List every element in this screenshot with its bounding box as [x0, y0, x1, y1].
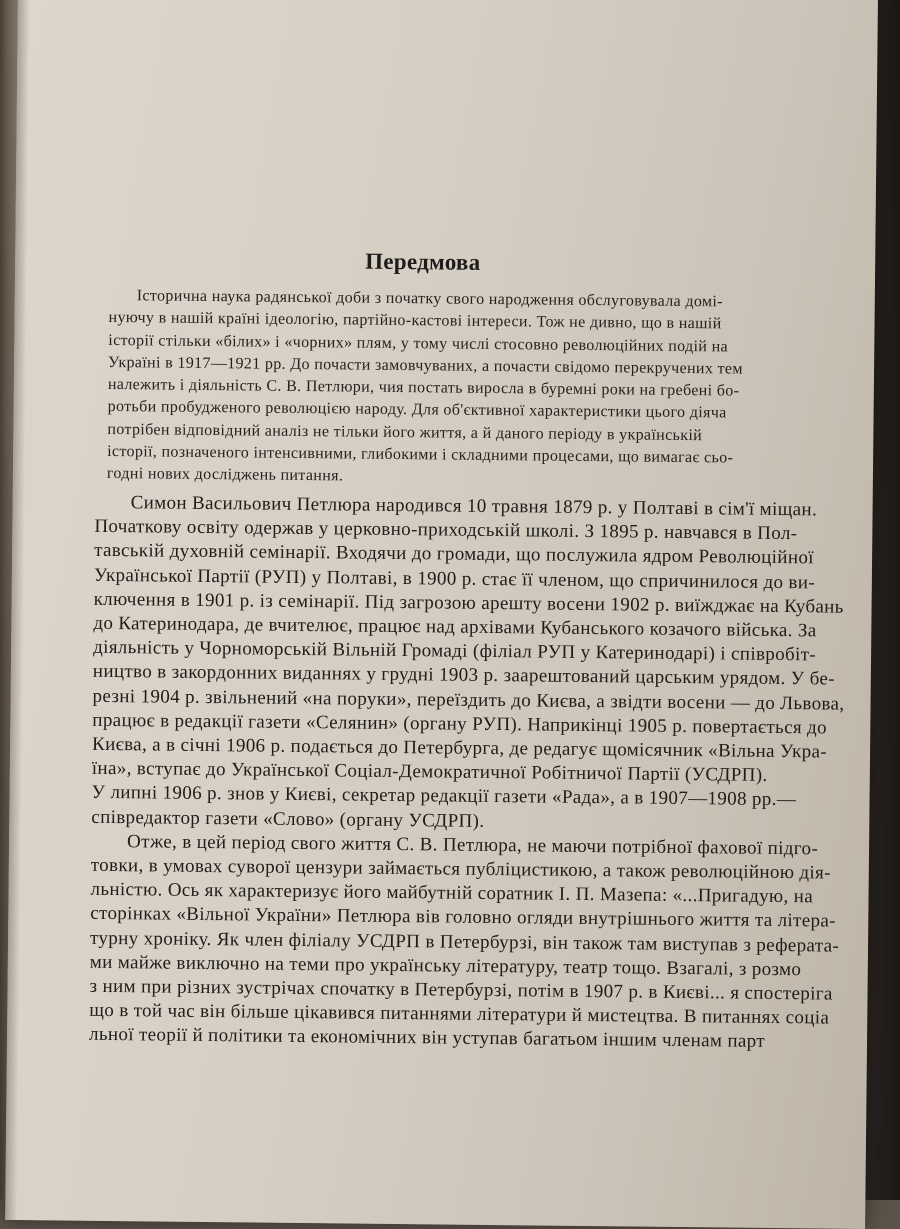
book-page	[5, 0, 883, 1229]
intro-line: Україні в 1917—1921 рр. До почасти замовчуваних, а почасти свідомо перекручених тем	[108, 353, 743, 378]
body-line: Отже, в цей період свого життя С. В. Петлюра, не маючи потрібної фахової підго-	[126, 831, 819, 860]
body-line: У липні 1906 р. знов у Києві, секретар редакції газети «Рада», а в 1907—1908 рр.—	[91, 782, 797, 811]
body-line: тавській духовній семінарії. Входячи до громади, що послужила ядром Революційної	[94, 540, 814, 569]
intro-line: потрібен відповідний аналіз не тільки його життя, а й даного періоду в українській	[107, 420, 703, 444]
body-line: Української Партії (РУП) у Полтаві, в 1900 р. стає її членом, що спричинилося до ви-	[93, 564, 816, 593]
body-line: працює в редакції газети «Селянин» (органу РУП). Наприкінці 1905 р. повертається до	[92, 709, 828, 739]
body-line: ключення в 1901 р. із семінарії. Під загрозою арешту восени 1902 р. виїжджає на Кубань	[93, 588, 844, 618]
body-line: льністю. Ось як характеризує його майбутній соратник І. П. Мазепа: «...Пригадую, на	[90, 879, 814, 908]
intro-line: нуючу в нашій країні ідеологію, партійно-кастові інтереси. Тож не дивно, що в нашій	[108, 309, 722, 333]
body-line: льної теорії й політики та економічних він уступав багатьом іншим членам парт	[88, 1024, 766, 1053]
body-line: Симон Васильович Петлюра народився 10 травня 1879 р. у Полтаві в сім'ї міщан.	[130, 492, 818, 521]
body-line: ми майже виключно на теми про українську літературу, театр тощо. Взагалі, з розмо	[89, 951, 802, 981]
body-line: резні 1904 р. звільнений «на поруки», переїздить до Києва, а звідти восени — до Львова,	[92, 685, 845, 715]
body-line: ництво в закордонних виданнях у грудні 1903 р. заарештований царським урядом. У бе-	[92, 661, 835, 691]
body-line: Початкову освіту одержав у церковно-приходській школі. З 1895 р. навчався в Пол-	[94, 516, 798, 545]
intro-line: годні нових досліджень питання.	[106, 465, 344, 485]
body-line: діяльність у Чорноморській Вільній Громаді (філіал РУП у Катеринодарі) і співробіт-	[93, 637, 817, 666]
intro-paragraph	[107, 285, 849, 493]
intro-line: належить і діяльність С. В. Петлюри, чия постать виросла в буремні роки на гребені бо-	[107, 376, 740, 400]
body-line: співредактор газети «Слово» (органу УСДРП).	[91, 806, 485, 832]
body-line: Києва, а в січні 1906 р. подається до Петербурга, де редагує щомісячник «Вільна Укра-	[91, 733, 828, 763]
page-title: Передмова	[365, 248, 481, 275]
body-line: до Катеринодара, де вчителює, працює над архівами Кубанського козачого війська. За	[93, 612, 817, 642]
intro-line: історії стільки «білих» і «чорних» плям, у тому числі стосовно революційних подій на	[108, 331, 729, 356]
body-line: товки, в умовах суворої цензури займається публіцистикою, а також революційною дія-	[90, 854, 831, 884]
page-number: I	[873, 1139, 883, 1165]
body-text	[89, 491, 900, 1056]
intro-line: Історична наука радянської доби з початку свого народження обслуговувала домі-	[136, 287, 723, 311]
body-line: що в той час він більше цікавився питаннями літератури й мистецтва. В питаннях соціа	[89, 1000, 830, 1029]
body-line: їна», вступає до Української Соціал-Демократичної Робітничої Партії (УСДРП).	[91, 758, 768, 787]
body-line: турну хроніку. Як член філіалу УСДРП в Петербурзі, він також там виступав з реферата-	[89, 927, 840, 957]
body-line: з ним при різних зустрічах спочатку в Петербурзі, потім в 1907 р. в Києві... я спостеріга	[89, 975, 833, 1005]
intro-line: історії, позначеного інтенсивними, глибокими і складними процесами, що вимагає сьо-	[107, 443, 734, 467]
body-line: сторінках «Вільної України» Петлюра вів головно огляди внутрішнього життя та літера-	[90, 903, 836, 933]
intro-line: ротьби пробудженого революцією народу. Для об'єктивної характеристики цього діяча	[107, 398, 727, 422]
